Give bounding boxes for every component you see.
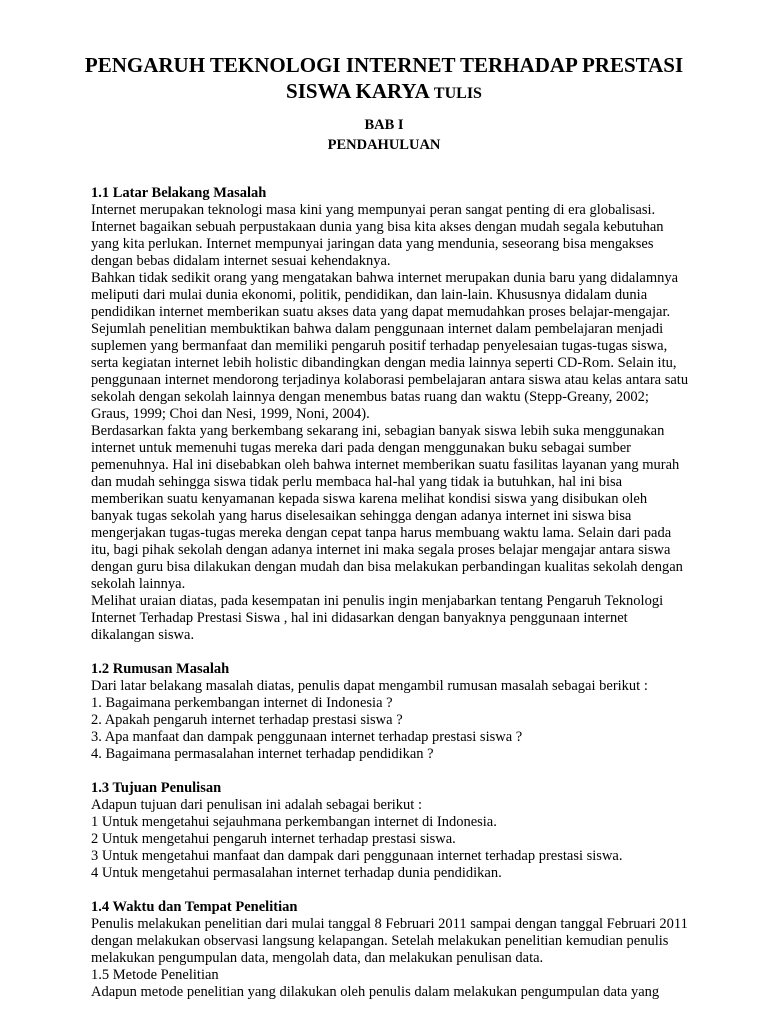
section-heading: 1.4 Waktu dan Tempat Penelitian [91,899,298,915]
paragraph-line: Bahkan tidak sedikit orang yang mengatakan bahwa internet merupakan dunia baru yang didalamnya [91,270,679,286]
paragraph-line: 3 Untuk mengetahui manfaat dan dampak dari penggunaan internet terhadap prestasi siswa. [91,848,623,864]
paragraph-line: 4 Untuk mengetahui permasalahan internet terhadap dunia pendidikan. [91,865,502,881]
paragraph-line: Internet bagaikan sebuah perpustakaan dunia yang bisa kita akses dengan mudah segala kebutuhan [91,219,664,235]
paragraph-line: 3. Apa manfaat dan dampak penggunaan internet terhadap prestasi siswa ? [91,729,523,745]
section-spacer [91,882,731,899]
paragraph-line: Dari latar belakang masalah diatas, penulis dapat mengambil rumusan masalah sebagai berikut : [91,678,648,694]
chapter-heading [0,115,768,155]
paragraph-line: dikalangan siswa. [91,627,195,643]
paragraph-line: dengan guru bisa dilakukan dengan mudah dan bisa melakukan perbandingan kualitas sekolah dengan [91,559,683,575]
section-heading: 1.2 Rumusan Masalah [91,661,230,677]
paragraph-line: itu, bagi pihak sekolah dengan adanya internet ini maka segala proses belajar mengajar antara siswa [91,542,671,558]
paragraph-line: pemenuhnya. Hal ini disebabkan oleh bahwa internet memberikan suatu fasilitas layanan yang murah [91,457,680,473]
paragraph-line: dengan melakukan observasi langsung kelapangan. Setelah melakukan penelitian kemudian penulis [91,933,669,949]
paragraph-line: dengan bebas didalam internet sesuai kehendaknya. [91,253,391,269]
paragraph-line: Melihat uraian diatas, pada kesempatan ini penulis ingin menjabarkan tentang Pengaruh Teknologi [91,593,664,609]
paragraph-line: meliputi dari mulai dunia ekonomi, politik, pendidikan, dan lain-lain. Khususnya didalam dunia [91,287,648,303]
section-spacer [91,644,731,661]
paragraph-line: sekolah lainnya. [91,576,186,592]
paragraph-line: banyak tugas sekolah yang harus diselesaikan sehingga dengan adanya internet ini siswa bisa [91,508,632,524]
document-title [0,52,768,107]
paragraph-line: pendidikan internet memberikan suatu akses data yang dapat memudahkan proses belajar-mengajar. [91,304,671,320]
chapter-name: PENDAHULUAN [327,137,441,153]
section-spacer [91,763,731,780]
title-line-2 [0,78,768,107]
title-line-2-main: SISWA KARYA [286,79,429,103]
paragraph-line: mengerjakan tugas-tugas mereka dengan cepat tanpa harus membuang waktu lama. Selain dari pada [91,525,672,541]
paragraph-line: 1. Bagaimana perkembangan internet di Indonesia ? [91,695,393,711]
paragraph-line: 1.5 Metode Penelitian [91,967,219,983]
paragraph-line: serta kegiatan internet lebih holistic dibandingkan dengan media lainnya seperti CD-Rom. Selain itu, [91,355,677,371]
paragraph-line: Graus, 1999; Choi dan Nesi, 1999, Noni, 2004). [91,406,370,422]
paragraph-line: Berdasarkan fakta yang berkembang sekarang ini, sebagian banyak siswa lebih suka menggunakan [91,423,665,439]
section-heading: 1.1 Latar Belakang Masalah [91,185,267,201]
section-heading: 1.3 Tujuan Penulisan [91,780,222,796]
paragraph-line: Adapun metode penelitian yang dilakukan oleh penulis dalam melakukan pengumpulan data yang [91,984,660,1000]
paragraph-line: 2. Apakah pengaruh internet terhadap prestasi siswa ? [91,712,403,728]
paragraph-line: dan mudah sehingga siswa tidak perlu membaca hal-hal yang tidak ia butuhkan, hal ini bisa [91,474,623,490]
paragraph-line: 4. Bagaimana permasalahan internet terhadap pendidikan ? [91,746,434,762]
paragraph-line: penggunaan internet mendorong terjadinya kolaborasi pembelajaran antara siswa atau kelas antara satu [91,372,689,388]
paragraph-line: Sejumlah penelitian membuktikan bahwa dalam penggunaan internet dalam pembelajaran menjadi [91,321,664,337]
paragraph-line: sekolah dengan sekolah lainnya dengan menembus batas ruang dan waktu (Stepp-Greany, 2002; [91,389,649,405]
paragraph-line: yang kita perlukan. Internet mempunyai jaringan data yang mendunia, seseorang bisa mengakses [91,236,654,252]
paragraph-line: suplemen yang bermanfaat dan memiliki pengaruh positif terhadap penyelesaian tugas-tugas siswa, [91,338,668,354]
chapter-label: BAB I [364,117,404,133]
document-body [91,185,731,1001]
paragraph-line: Adapun tujuan dari penulisan ini adalah sebagai berikut : [91,797,422,813]
title-line-1: PENGARUH TEKNOLOGI INTERNET TERHADAP PRESTASI [84,53,684,77]
paragraph-line: melakukan pengumpulan data, mengolah data, dan melakukan penulisan data. [91,950,544,966]
paragraph-line: 1 Untuk mengetahui sejauhmana perkembangan internet di Indonesia. [91,814,497,830]
paragraph-line: internet untuk memenuhi tugas mereka dari pada dengan menggunakan buku sebagai sumber [91,440,631,456]
paragraph-line: Penulis melakukan penelitian dari mulai tanggal 8 Februari 2011 sampai dengan tanggal Februari 2011 [91,916,688,932]
paragraph-line: 2 Untuk mengetahui pengaruh internet terhadap prestasi siswa. [91,831,456,847]
paragraph-line: Internet merupakan teknologi masa kini yang mempunyai peran sangat penting di era globalisasi. [91,202,656,218]
title-line-2-small: TULIS [433,85,482,102]
paragraph-line: memberikan suatu kenyamanan kepada siswa karena melihat kondisi siswa yang disibukan oleh [91,491,648,507]
paragraph-line: Internet Terhadap Prestasi Siswa , hal ini didasarkan dengan banyaknya penggunaan internet [91,610,628,626]
